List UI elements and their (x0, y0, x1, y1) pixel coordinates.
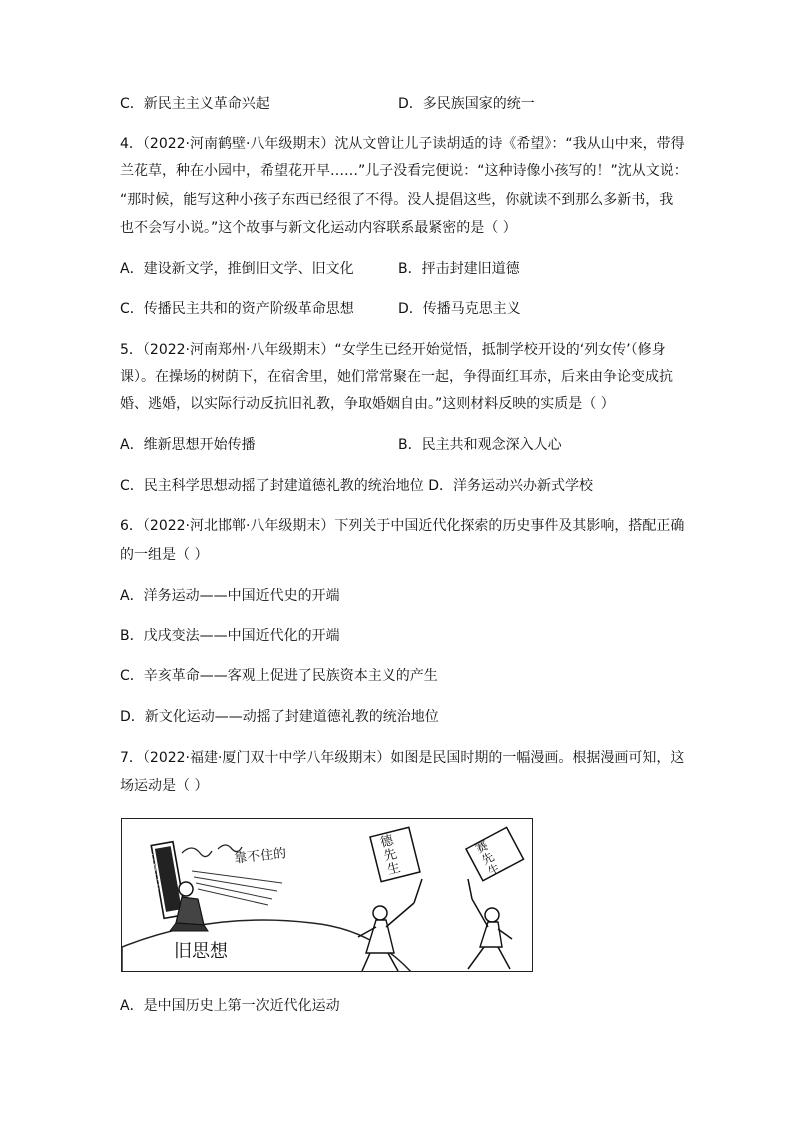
q5-option-a[interactable]: A．维新思想开始传播 (120, 437, 256, 453)
q5-options-cd[interactable]: C．民主科学思想动摇了封建道德礼教的统治地位 D．洋务运动兴办新式学校 (120, 478, 594, 494)
q7-stem-line-1: 7．（2022·福建·厦门双十中学八年级期末）如图是民国时期的一幅漫画。根据漫画可知，这 (120, 750, 685, 766)
label-unreliable: 靠不住的 (233, 846, 287, 867)
q4-options-cd (120, 299, 680, 319)
q4-option-c[interactable]: C．传播民主共和的资产阶级革命思想 (120, 301, 354, 317)
q4-stem-line-2: 兰花草，种在小园中，希望花开早……”儿子没看完便说：“这种诗像小孩写的！”沈从文说： (120, 163, 688, 179)
q4-option-b[interactable]: B．抨击封建旧道德 (398, 261, 520, 277)
q6-option-b[interactable]: B．戊戌变法——中国近代化的开端 (120, 628, 340, 644)
mr-science-figure (468, 879, 512, 969)
q5-stem-line-1: 5．（2022·河南郑州·八年级期末）“女学生已经开始觉悟，抵制学校开设的‘列女传’（修身 (120, 342, 666, 358)
q3-option-d[interactable]: D．多民族国家的统一 (398, 96, 535, 112)
q5-stem-line-3: 婚、逃婚，以实际行动反抗旧礼教，争取婚姻自由。”这则材料反映的实质是（ ） (120, 396, 615, 412)
q4-option-a[interactable]: A．建设新文学，推倒旧文学、旧文化 (120, 261, 354, 277)
q4-options-ab (120, 259, 680, 279)
q7-option-a[interactable]: A．是中国历史上第一次近代化运动 (120, 998, 340, 1014)
q4-stem-line-1: 4．（2022·河南鹤壁·八年级期末）沈从文曾让儿子读胡适的诗《希望》：“我从山中来，带得 (120, 136, 685, 152)
q5-stem-line-2: 课）。在操场的树荫下，在宿舍里，她们常常聚在一起，争得面红耳赤，后来由争论变成抗 (120, 369, 673, 385)
smoke-stroke-1 (182, 848, 212, 857)
label-old-thought: 旧思想 (174, 941, 228, 962)
speed-line-2 (194, 877, 277, 891)
q7-cartoon-image (121, 818, 533, 972)
sign-right-text: 赛先生 (473, 838, 503, 880)
q6-stem-line-2: 的一组是（ ） (120, 547, 209, 563)
q6-option-c[interactable]: C．辛亥革命——客观上促进了民族资本主义的产生 (120, 668, 438, 684)
speed-line-4 (198, 889, 268, 905)
tablet-text: 三纲五常 (145, 853, 161, 893)
q6-option-d[interactable]: D．新文化运动——动摇了封建道德礼教的统治地位 (120, 709, 439, 725)
q5-options-ab (120, 435, 680, 455)
q5-option-b[interactable]: B．民主共和观念深入人心 (398, 437, 562, 453)
q6-option-a[interactable]: A．洋务运动——中国近代史的开端 (120, 588, 340, 604)
q4-stem-line-3: “那时候，能写这种小孩子东西已经很了不得。没人提倡这些，你就读不到那么多新书，我 (120, 192, 674, 208)
q3-options-cd (120, 94, 680, 114)
q4-stem-line-4: 也不会写小说。”这个故事与新文化运动内容联系最紧密的是（ ） (120, 220, 517, 236)
q6-stem-line-1: 6．（2022·河北邯郸·八年级期末）下列关于中国近代化探索的历史事件及其影响，搭配正确 (120, 518, 685, 534)
q7-stem-line-2: 场运动是（ ） (120, 778, 209, 794)
mr-democracy-figure (358, 879, 422, 971)
q3-option-c[interactable]: C．新民主主义革命兴起 (120, 96, 270, 112)
q4-option-d[interactable]: D．传播马克思主义 (398, 301, 521, 317)
speed-line-1 (192, 871, 282, 883)
sign-left-text: 德先生 (378, 833, 402, 879)
